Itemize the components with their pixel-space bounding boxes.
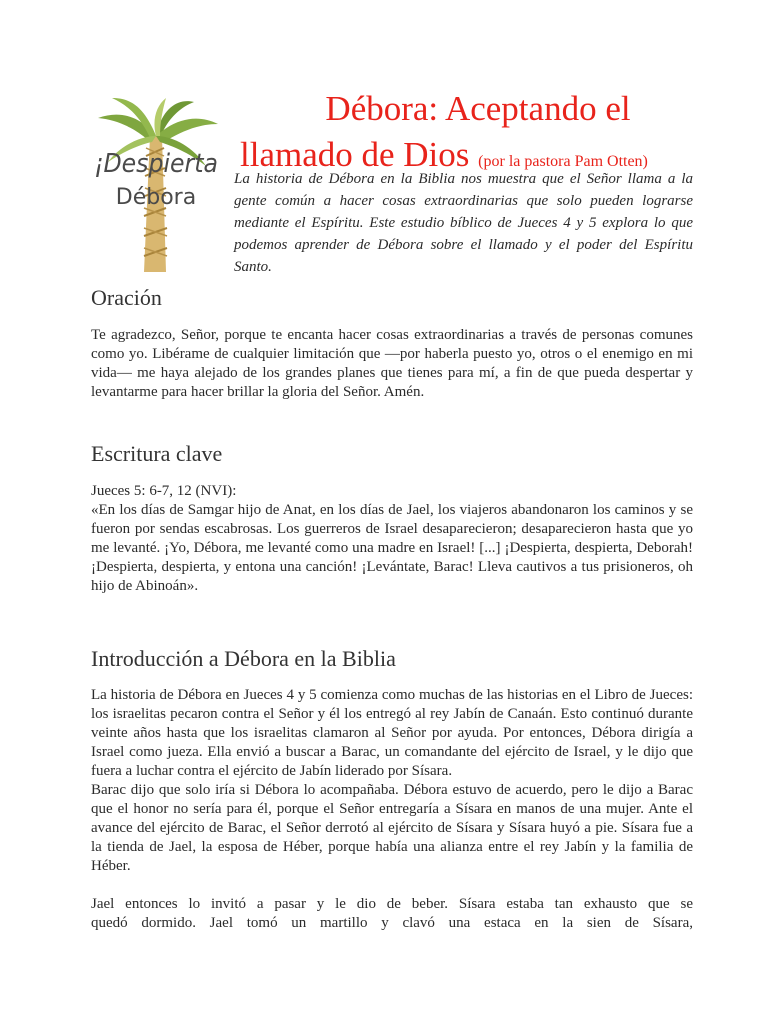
introduccion-paragraph-3 <box>91 895 693 933</box>
logo-text-despierta: ¡Despierta <box>94 149 218 179</box>
logo-text-debora: Débora <box>115 185 197 210</box>
escritura-reference: Jueces 5: 6-7, 12 (NVI): <box>91 483 237 499</box>
introduccion-paragraph-3-line-2: quedó dormido. Jael tomó un martillo y clavó una estaca en la sien de Sísara, <box>91 915 693 931</box>
intro-paragraph: La historia de Débora en la Biblia nos muestra que el Señor llama a la gente común a hacer cosas extraordinarias que solo pueden lograrse mediante el Espíritu. Este estudio bíblico de Jueces 4 y 5 explora lo que podemos aprender de Débora sobre el llamado y el poder del Espíritu Santo. <box>234 171 693 275</box>
despierta-debora-logo <box>90 96 222 272</box>
title-line-1: Débora: Aceptando el <box>325 89 631 128</box>
introduccion-paragraph-3-line-1: Jael entonces lo invitó a pasar y le dio de beber. Sísara estaba tan exhausto que se <box>91 896 693 912</box>
oracion-text: Te agradezco, Señor, porque te encanta hacer cosas extraordinarias a través de personas comunes como yo. Libérame de cualquier limitación que —por haberla puesto yo, otros o el enemigo en mi vida— me haya alejado de los grandes planes que tienes para mí, a fin de que pueda despertar y levantarme para hacer brillar la gloria del Señor. Amén. <box>91 327 693 400</box>
heading-escritura-clave: Escritura clave <box>91 441 223 466</box>
escritura-quote: «En los días de Samgar hijo de Anat, en los días de Jael, los viajeros abandonaron los caminos y se fueron por sendas escabrosas. Los guerreros de Israel desaparecieron; desaparecieron hasta que yo me levanté. ¡Yo, Débora, me levanté como una madre en Israel! [...] ¡Despierta, despierta, Deborah! ¡Despierta, despierta, y entona una canción! ¡Levántate, Barac! Lleva cautivos a tus prisioneros, oh hijo de Abinoán». <box>91 502 693 594</box>
title-author: (por la pastora Pam Otten) <box>478 153 648 170</box>
introduccion-paragraph-2: Barac dijo que solo iría si Débora lo acompañaba. Débora estuvo de acuerdo, pero le dijo a Barac que el honor no sería para él, porque el Señor entregaría a Sísara en manos de una mujer. Ante el avance del ejército de Barac, el Señor derrotó al ejército de Sísara y Sísara huyó a pie. Sísara fue a la tienda de Jael, la esposa de Héber, porque había una alianza entre el rey Jabín y la familia de Héber. <box>91 782 693 874</box>
heading-oracion: Oración <box>91 285 162 310</box>
heading-introduccion: Introducción a Débora en la Biblia <box>91 646 396 671</box>
introduccion-paragraph-1: La historia de Débora en Jueces 4 y 5 comienza como muchas de las historias en el Libro de Jueces: los israelitas pecaron contra el Señor y él los entregó al rey Jabín de Canaán. Esto continuó durante veinte años hasta que los israelitas clamaron al Señor por ayuda. Por entonces, Débora dirigía a Israel como jueza. Ella envió a buscar a Barac, un comandante del ejército de Israel, y le dijo que fuera a luchar contra el ejército de Jabín liderado por Sísara. <box>91 687 693 779</box>
title-line-2-text: llamado de Dios <box>240 135 470 174</box>
